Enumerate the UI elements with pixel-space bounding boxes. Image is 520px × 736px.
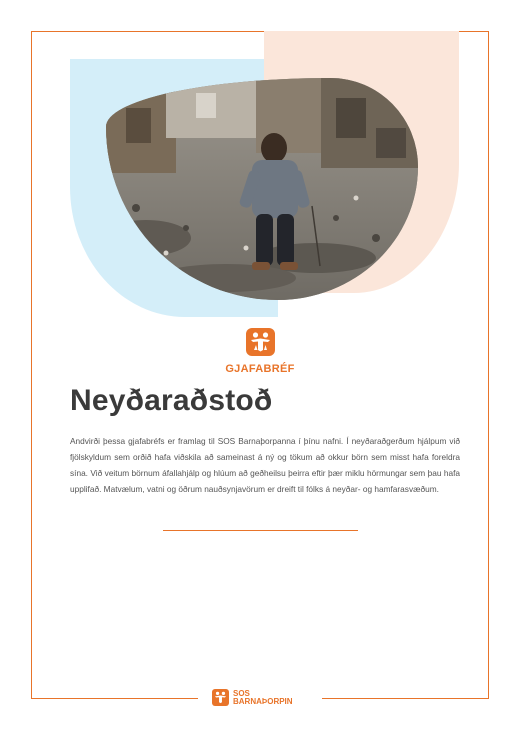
body-paragraph: Andvirði þessa gjafabréfs er framlag til SOS Barnaþorpanna í þínu nafni. Í neyðaraðgerðum hjálpum við fjölskyldum sem orðið hafa viðskila að sameinast á ný og tökum að okkur börn sem misst hafa foreldra sína. Við veitum börnum áfallahjálp og hlúum að geðheilsu þeirra eftir þær miklu hörmungar sem þau hafa upplifað. Matvælum, vatni og öðrum nauðsynjavörum er dreift til fólks á neyðar- og hamfarasvæðum. [70,436,460,494]
gift-letter-label: GJAFABRÉF [225,363,295,375]
sos-children-logo-icon [246,328,275,356]
footer-brand-text [233,690,293,706]
divider-line [163,530,358,531]
footer-brand [212,689,293,706]
page-title: Neyðaraðstoð [70,384,273,417]
footer-logo-icon [212,689,229,706]
footer-brand-line1: SOS [233,688,250,698]
footer-brand-line2: BARNAÞORPIN [233,696,293,706]
